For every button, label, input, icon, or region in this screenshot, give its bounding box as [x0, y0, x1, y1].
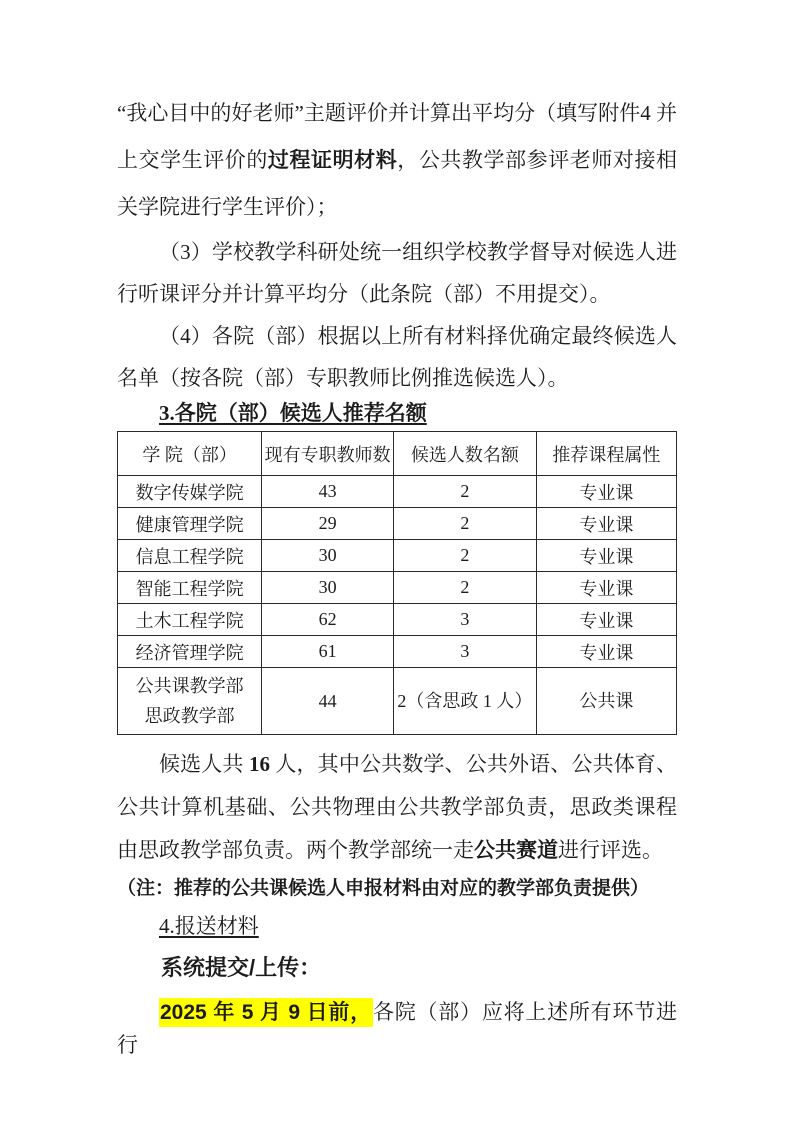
college-line-1: 公共课教学部 [135, 676, 244, 696]
course-type-cell: 公共课 [536, 668, 676, 735]
quota-cell: 2（含思政 1 人） [394, 668, 537, 735]
text-run: 各院（部）应将上述所有环节进行 [117, 1000, 678, 1057]
table-row [118, 476, 677, 508]
course-type-cell: 专业课 [536, 604, 676, 636]
paragraph-student-evaluation [117, 90, 677, 231]
submit-upload-label: 系统提交/上传： [161, 955, 322, 980]
text-run: ，公共教学部参评老师对接相关学院进行学生评价）； [117, 148, 678, 219]
college-cell: 经济管理学院 [118, 636, 262, 668]
course-type-cell: 专业课 [536, 540, 676, 572]
table-row [118, 604, 677, 636]
header-college: 学 院（部） [118, 432, 262, 476]
note-line: （注：推荐的公共课候选人申报材料由对应的教学部负责提供） [117, 878, 650, 899]
paragraph-candidate-count [117, 743, 677, 872]
teachers-cell: 62 [262, 604, 394, 636]
teachers-cell: 30 [262, 540, 394, 572]
bold-run-public-track: 公共赛道 [474, 838, 558, 862]
text-run: 进行评选。 [558, 838, 663, 862]
quota-cell: 2 [394, 476, 537, 508]
heading-underlined-text: 3.各院（部）候选人推荐名额 [159, 401, 427, 425]
bold-run-count: 16 [248, 752, 270, 776]
deadline-line [117, 996, 677, 1061]
table-row [118, 540, 677, 572]
text-run: 人，其中公共数学、公共外语、公共体育、公共计算机基础、公共物理由公共教学部负责，思政类课程由思政教学部负责。两个教学部统一走 [117, 752, 678, 862]
teachers-cell: 61 [262, 636, 394, 668]
teachers-cell: 30 [262, 572, 394, 604]
header-teachers: 现有专职教师数 [262, 432, 394, 476]
header-quota: 候选人数名额 [394, 432, 537, 476]
quota-cell: 3 [394, 636, 537, 668]
teachers-cell: 43 [262, 476, 394, 508]
table-row [118, 508, 677, 540]
quota-cell: 2 [394, 540, 537, 572]
course-type-cell: 专业课 [536, 508, 676, 540]
paragraph-item-3: （3）学校教学科研处统一组织学校教学督导对候选人进行听课评分并计算平均分（此条院（部）不用提交）。 [117, 240, 677, 306]
course-type-cell: 专业课 [536, 572, 676, 604]
header-course-type: 推荐课程属性 [536, 432, 676, 476]
text-run: “我心目中的好老师”主题评价并计算出平均分（填写附件4 并上交学生评价的 [117, 101, 677, 172]
quota-cell: 3 [394, 604, 537, 636]
college-cell: 信息工程学院 [118, 540, 262, 572]
college-line-2: 思政教学部 [144, 706, 235, 726]
college-cell: 土木工程学院 [118, 604, 262, 636]
quota-table [117, 431, 677, 735]
section-heading-materials [117, 912, 677, 940]
college-cell [118, 668, 262, 735]
college-cell: 数字传媒学院 [118, 476, 262, 508]
text-run: 候选人共 [159, 752, 249, 776]
document-content [117, 90, 677, 1061]
college-cell: 健康管理学院 [118, 508, 262, 540]
quota-cell: 2 [394, 572, 537, 604]
course-type-cell: 专业课 [536, 476, 676, 508]
college-cell: 智能工程学院 [118, 572, 262, 604]
teachers-cell: 29 [262, 508, 394, 540]
section-heading-recommendation-quota [117, 399, 677, 427]
table-row [118, 636, 677, 668]
bold-run-process-materials: 过程证明材料 [267, 148, 398, 172]
deadline-highlight: 2025 年 5 月 9 日前， [159, 998, 373, 1027]
quota-cell: 2 [394, 508, 537, 540]
table-row [118, 572, 677, 604]
paragraph-item-4: （4）各院（部）根据以上所有材料择优确定最终候选人名单（按各院（部）专职教师比例推选候选人）。 [117, 324, 677, 390]
teachers-cell: 44 [262, 668, 394, 735]
table-header-row [118, 432, 677, 476]
course-type-cell: 专业课 [536, 636, 676, 668]
heading-underlined-text: 4.报送材料 [159, 914, 259, 938]
table-row [118, 668, 677, 735]
